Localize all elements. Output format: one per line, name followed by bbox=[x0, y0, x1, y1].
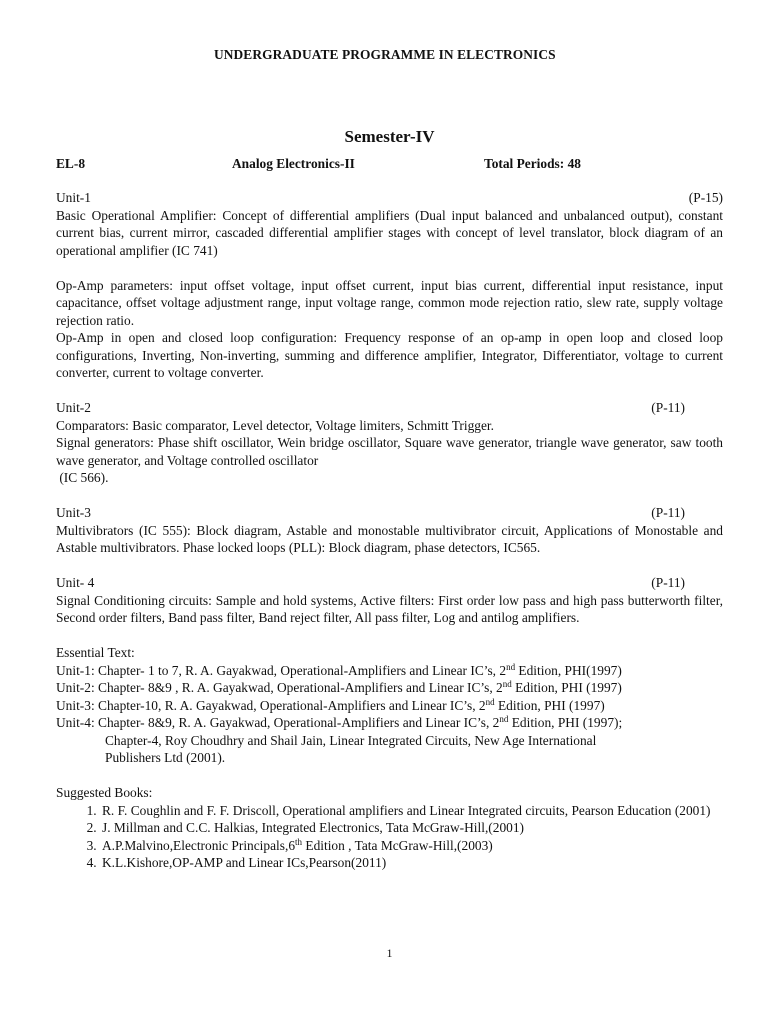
total-periods: Total Periods: 48 bbox=[484, 156, 581, 171]
page-number: 1 bbox=[386, 946, 393, 960]
reference-line: Unit-2: Chapter- 8&9 , R. A. Gayakwad, Operational-Amplifiers and Linear IC’s, 2nd Edition, PHI (1997) bbox=[56, 679, 622, 695]
unit-periods: (P-11) bbox=[651, 505, 685, 520]
unit-section bbox=[56, 574, 723, 627]
unit-paragraph: Signal Conditioning circuits: Sample and hold systems, Active filters: First order low pass and high pass butterworth filter, Second order filters, Band pass filter, Band reject filter, All pass filter, Log and antilog amplifiers. bbox=[56, 592, 723, 625]
unit-paragraph: (IC 566). bbox=[56, 470, 109, 485]
unit-section bbox=[56, 399, 723, 487]
essential-text-section bbox=[56, 644, 723, 767]
reference-line: Unit-1: Chapter- 1 to 7, R. A. Gayakwad, Operational-Amplifiers and Linear IC’s, 2nd Edition, PHI(1997) bbox=[56, 661, 622, 678]
unit-label: Unit-3 bbox=[56, 505, 91, 520]
section-title: Suggested Books: bbox=[56, 785, 153, 800]
book-item: 4. K.L.Kishore,OP-AMP and Linear ICs,Pearson(2011) bbox=[100, 854, 723, 872]
reference-line: Chapter-4, Roy Choudhry and Shail Jain, Linear Integrated Circuits, New Age International bbox=[105, 732, 597, 748]
unit-paragraph: Multivibrators (IC 555): Block diagram, Astable and monostable multivibrator circuit, Applications of Monostable and Astable multivibrators. Phase locked loops (PLL): Block diagram, phase detectors, IC565. bbox=[56, 522, 723, 555]
programme-header: UNDERGRADUATE PROGRAMME IN ELECTRONICS bbox=[214, 47, 556, 62]
unit-label: Unit-1 bbox=[56, 190, 91, 205]
book-item: 1. R. F. Coughlin and F. F. Driscoll, Operational amplifiers and Linear Integrated circuits, Pearson Education (2001) bbox=[100, 802, 723, 820]
unit-paragraph: Comparators: Basic comparator, Level detector, Voltage limiters, Schmitt Trigger. bbox=[56, 417, 495, 433]
unit-periods: (P-15) bbox=[688, 190, 723, 205]
unit-label: Unit- 4 bbox=[56, 575, 95, 590]
book-list bbox=[56, 802, 723, 872]
unit-periods: (P-11) bbox=[651, 575, 685, 590]
reference-line: Publishers Ltd (2001). bbox=[105, 750, 226, 765]
unit-paragraph: Op-Amp in open and closed loop configuration: Frequency response of an op-amp in open loop and closed loop configurations, Inverting, Non-inverting, summing and difference amplifier, Integrator, Differentiator, voltage to current converter, current to voltage converter. bbox=[56, 330, 723, 380]
unit-section bbox=[56, 189, 723, 382]
unit-paragraph: Op-Amp parameters: input offset voltage, input offset current, input bias current, differential input resistance, input capacitance, offset voltage adjustment range, input voltage range, common mode rejection ratio, slew rate, supply voltage rejection ratio. bbox=[56, 277, 723, 328]
book-item: 2. J. Millman and C.C. Halkias, Integrated Electronics, Tata McGraw-Hill,(2001) bbox=[100, 819, 723, 837]
reference-line: Unit-4: Chapter- 8&9, R. A. Gayakwad, Operational-Amplifiers and Linear IC’s, 2nd Edition, PHI (1997); bbox=[56, 714, 623, 730]
unit-label: Unit-2 bbox=[56, 400, 91, 415]
course-code: EL-8 bbox=[56, 156, 86, 171]
section-title: Essential Text: bbox=[56, 645, 135, 660]
unit-paragraph: Signal generators: Phase shift oscillator, Wein bridge oscillator, Square wave generator, triangle wave generator, saw tooth wave generator, and Voltage controlled oscillator bbox=[56, 435, 723, 468]
unit-paragraph: Basic Operational Amplifier: Concept of differential amplifiers (Dual input balanced and unbalanced output), constant current bias, current mirror, cascaded differential amplifier stages with concept of level translator, block diagram of an operational amplifier (IC 741) bbox=[56, 207, 723, 258]
unit-section bbox=[56, 504, 723, 557]
semester-title: Semester-IV bbox=[344, 127, 435, 146]
unit-periods: (P-11) bbox=[651, 400, 685, 415]
suggested-books-section bbox=[56, 784, 723, 872]
course-title: Analog Electronics-II bbox=[232, 156, 355, 171]
syllabus-content bbox=[56, 189, 723, 872]
book-item: 3. A.P.Malvino,Electronic Principals,6th Edition , Tata McGraw-Hill,(2003) bbox=[100, 837, 723, 855]
reference-line: Unit-3: Chapter-10, R. A. Gayakwad, Operational-Amplifiers and Linear IC’s, 2nd Edition, PHI (1997) bbox=[56, 696, 605, 713]
